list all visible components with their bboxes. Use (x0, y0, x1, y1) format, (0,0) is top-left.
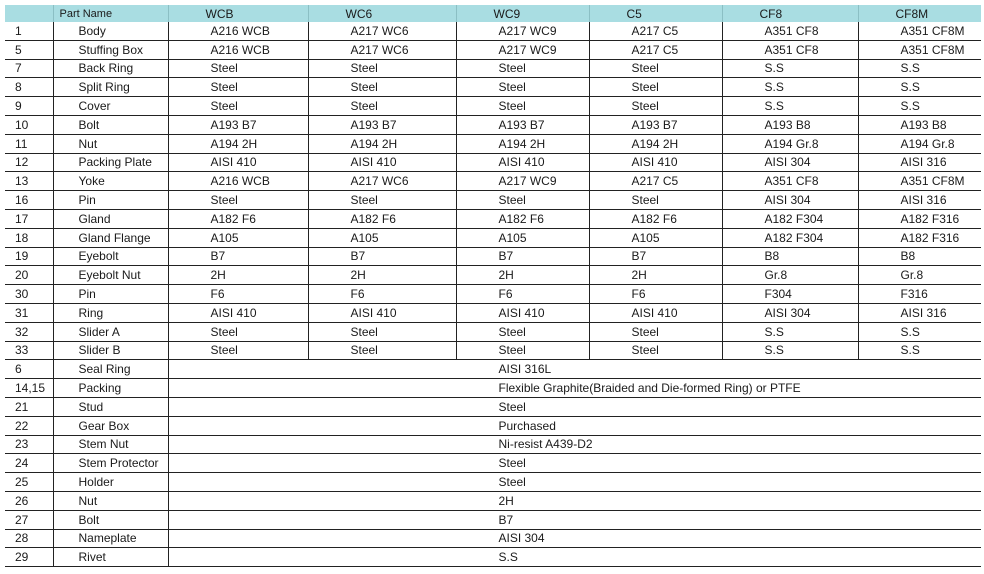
material-cell: S.S (900, 61, 920, 76)
item-number: 11 (5, 134, 53, 153)
part-name: Gland (53, 209, 168, 228)
material-cell: B7 (589, 247, 722, 266)
item-number: 24 (5, 454, 53, 473)
material-cell: S.S (722, 59, 858, 78)
material-cell: Steel (589, 97, 722, 116)
table-row (5, 285, 981, 304)
material-cell: Steel (168, 59, 308, 78)
part-name: Split Ring (53, 78, 168, 97)
material-cell: B7 (168, 247, 308, 266)
material-cell: S.S (900, 99, 920, 114)
material-cell: Steel (456, 322, 589, 341)
materials-table (5, 5, 981, 567)
table-row (5, 322, 981, 341)
material-cell: A217 WC9 (456, 40, 589, 59)
part-name: Packing Plate (53, 153, 168, 172)
part-name: Stud (53, 397, 168, 416)
header-material-wc6: WC6 (308, 5, 456, 22)
material-cell: AISI 304 (722, 191, 858, 210)
material-cell: AISI 410 (456, 303, 589, 322)
material-cell: A193 B8 (722, 115, 858, 134)
part-name: Seal Ring (53, 360, 168, 379)
material-cell: AISI 410 (308, 303, 456, 322)
material-cell: A182 F6 (308, 209, 456, 228)
item-number: 18 (5, 228, 53, 247)
material-cell: Steel (308, 322, 456, 341)
material-cell: Steel (589, 59, 722, 78)
header-material-wc9: WC9 (456, 5, 589, 22)
part-name: Rivet (53, 548, 168, 567)
material-cell: AISI 304 (722, 303, 858, 322)
item-number: 7 (5, 59, 53, 78)
table-row (5, 416, 981, 435)
material-cell: Steel (308, 97, 456, 116)
table-row (5, 191, 981, 210)
item-number: 16 (5, 191, 53, 210)
material-cell: Steel (168, 78, 308, 97)
common-material-cell: Purchased (498, 418, 556, 433)
material-cell: AISI 316 (900, 305, 947, 320)
material-cell: S.S (900, 80, 920, 95)
table-row (5, 397, 981, 416)
material-cell: A217 WC9 (456, 22, 589, 40)
item-number: 28 (5, 529, 53, 548)
material-cell: A193 B7 (456, 115, 589, 134)
item-number: 27 (5, 510, 53, 529)
material-cell: A351 CF8 (722, 172, 858, 191)
common-material-cell: Flexible Graphite(Braided and Die-formed Ring) or PTFE (498, 381, 801, 396)
material-cell: A216 WCB (168, 40, 308, 59)
table-row (5, 59, 981, 78)
material-cell: F6 (589, 285, 722, 304)
part-name: Ring (53, 303, 168, 322)
table-row (5, 341, 981, 360)
material-cell: B8 (900, 249, 916, 264)
material-cell: A182 F304 (722, 209, 858, 228)
table-row (5, 360, 981, 379)
table-row (5, 266, 981, 285)
material-cell: A194 Gr.8 (900, 136, 955, 151)
material-cell: A105 (589, 228, 722, 247)
material-cell: AISI 410 (589, 153, 722, 172)
part-name: Packing (53, 379, 168, 398)
table-row (5, 529, 981, 548)
material-cell: A351 CF8 (722, 40, 858, 59)
part-name: Bolt (53, 115, 168, 134)
material-cell: Steel (308, 78, 456, 97)
table-row (5, 40, 981, 59)
material-cell: F6 (168, 285, 308, 304)
item-number: 20 (5, 266, 53, 285)
material-cell: A194 Gr.8 (722, 134, 858, 153)
material-cell: Steel (168, 322, 308, 341)
material-cell: F316 (900, 287, 928, 302)
material-cell: AISI 410 (308, 153, 456, 172)
part-name: Yoke (53, 172, 168, 191)
item-number: 14,15 (5, 379, 53, 398)
material-cell: Steel (589, 78, 722, 97)
material-cell: AISI 316 (900, 193, 947, 208)
material-cell: Steel (456, 78, 589, 97)
material-cell: AISI 304 (722, 153, 858, 172)
table-row (5, 473, 981, 492)
material-cell: A217 C5 (589, 40, 722, 59)
item-number: 12 (5, 153, 53, 172)
material-cell: A182 F304 (722, 228, 858, 247)
material-cell: B8 (722, 247, 858, 266)
item-number: 31 (5, 303, 53, 322)
part-name: Nut (53, 491, 168, 510)
material-cell: S.S (722, 341, 858, 360)
item-number: 19 (5, 247, 53, 266)
table-row (5, 435, 981, 454)
common-material-cell: 2H (498, 493, 514, 508)
material-cell: 2H (589, 266, 722, 285)
part-name: Cover (53, 97, 168, 116)
material-cell: Steel (456, 341, 589, 360)
table-body (5, 22, 981, 567)
table-row (5, 22, 981, 40)
table-row (5, 379, 981, 398)
material-cell: A105 (308, 228, 456, 247)
part-name: Holder (53, 473, 168, 492)
item-number: 29 (5, 548, 53, 567)
header-no (5, 5, 53, 22)
table-row (5, 172, 981, 191)
material-cell: A193 B7 (589, 115, 722, 134)
part-name: Nameplate (53, 529, 168, 548)
item-number: 26 (5, 491, 53, 510)
table-row (5, 153, 981, 172)
material-cell: S.S (722, 97, 858, 116)
material-cell: Steel (456, 59, 589, 78)
material-cell: Gr.8 (900, 268, 924, 283)
material-cell: 2H (168, 266, 308, 285)
common-material-cell: Ni-resist A439-D2 (498, 437, 593, 452)
material-cell: S.S (722, 322, 858, 341)
material-cell: AISI 410 (168, 303, 308, 322)
part-name: Pin (53, 285, 168, 304)
material-cell: S.S (722, 78, 858, 97)
header-part-name: Part Name (53, 5, 168, 22)
header-material-wcb: WCB (168, 5, 308, 22)
material-cell: A216 WCB (168, 172, 308, 191)
material-cell: A182 F6 (589, 209, 722, 228)
material-cell: A351 CF8M (900, 42, 965, 57)
table-row (5, 247, 981, 266)
part-name: Slider A (53, 322, 168, 341)
material-cell: A217 WC6 (308, 22, 456, 40)
item-number: 8 (5, 78, 53, 97)
table-row (5, 491, 981, 510)
material-cell: A193 B7 (308, 115, 456, 134)
material-cell: Steel (308, 191, 456, 210)
part-name: Back Ring (53, 59, 168, 78)
part-name: Stem Protector (53, 454, 168, 473)
item-number: 33 (5, 341, 53, 360)
item-number: 9 (5, 97, 53, 116)
material-cell: S.S (900, 343, 920, 358)
material-cell: AISI 410 (168, 153, 308, 172)
material-cell: A193 B8 (900, 117, 947, 132)
common-material-cell: Steel (498, 456, 526, 471)
material-cell: Steel (308, 341, 456, 360)
item-number: 21 (5, 397, 53, 416)
material-cell: A193 B7 (168, 115, 308, 134)
part-name: Stuffing Box (53, 40, 168, 59)
material-cell: Steel (456, 191, 589, 210)
material-cell: A217 C5 (589, 22, 722, 40)
item-number: 30 (5, 285, 53, 304)
material-cell: Steel (168, 341, 308, 360)
table-row (5, 228, 981, 247)
item-number: 23 (5, 435, 53, 454)
part-name: Body (53, 22, 168, 40)
table-row (5, 209, 981, 228)
material-cell: A182 F6 (168, 209, 308, 228)
material-cell: A217 WC6 (308, 40, 456, 59)
material-cell: F6 (456, 285, 589, 304)
item-number: 5 (5, 40, 53, 59)
material-cell: F6 (308, 285, 456, 304)
item-number: 22 (5, 416, 53, 435)
table-row (5, 115, 981, 134)
material-cell: AISI 410 (456, 153, 589, 172)
material-cell: A105 (456, 228, 589, 247)
table-row (5, 454, 981, 473)
material-cell: A182 F316 (900, 230, 960, 245)
header-material-cf8m: CF8M (858, 5, 981, 22)
material-cell: A182 F316 (900, 211, 960, 226)
common-material-cell: Steel (498, 475, 526, 490)
item-number: 6 (5, 360, 53, 379)
table-row (5, 134, 981, 153)
header-material-cf8: CF8 (722, 5, 858, 22)
material-cell: A182 F6 (456, 209, 589, 228)
part-name: Bolt (53, 510, 168, 529)
table-row (5, 548, 981, 567)
item-number: 13 (5, 172, 53, 191)
material-cell: Steel (589, 322, 722, 341)
material-cell: F304 (722, 285, 858, 304)
material-cell: Steel (589, 341, 722, 360)
material-cell: Steel (456, 97, 589, 116)
table-row (5, 97, 981, 116)
material-cell: Steel (589, 191, 722, 210)
material-cell: A194 2H (589, 134, 722, 153)
material-cell: B7 (308, 247, 456, 266)
material-cell: A194 2H (456, 134, 589, 153)
common-material-cell: Steel (498, 399, 526, 414)
material-cell: A351 CF8M (900, 174, 965, 189)
item-number: 25 (5, 473, 53, 492)
part-name: Stem Nut (53, 435, 168, 454)
material-cell: A351 CF8 (722, 22, 858, 40)
table-row (5, 303, 981, 322)
material-cell: S.S (900, 324, 920, 339)
item-number: 1 (5, 22, 53, 40)
material-cell: B7 (456, 247, 589, 266)
part-name: Pin (53, 191, 168, 210)
part-name: Gear Box (53, 416, 168, 435)
material-cell: Steel (168, 97, 308, 116)
table-row (5, 510, 981, 529)
material-cell: A194 2H (168, 134, 308, 153)
header-material-c5: C5 (589, 5, 722, 22)
common-material-cell: B7 (498, 512, 514, 527)
material-cell: A217 WC6 (308, 172, 456, 191)
material-cell: A351 CF8M (900, 23, 965, 38)
part-name: Slider B (53, 341, 168, 360)
common-material-cell: AISI 316L (498, 362, 552, 377)
material-cell: Steel (308, 59, 456, 78)
part-name: Nut (53, 134, 168, 153)
material-cell: A194 2H (308, 134, 456, 153)
item-number: 10 (5, 115, 53, 134)
common-material-cell: S.S (498, 550, 518, 565)
part-name: Eyebolt (53, 247, 168, 266)
part-name: Gland Flange (53, 228, 168, 247)
material-cell: AISI 316 (900, 155, 947, 170)
material-cell: Steel (168, 191, 308, 210)
item-number: 32 (5, 322, 53, 341)
material-cell: AISI 410 (589, 303, 722, 322)
part-name: Eyebolt Nut (53, 266, 168, 285)
table-row (5, 78, 981, 97)
material-cell: A217 WC9 (456, 172, 589, 191)
common-material-cell: AISI 304 (498, 531, 545, 546)
material-cell: 2H (308, 266, 456, 285)
material-cell: A216 WCB (168, 22, 308, 40)
item-number: 17 (5, 209, 53, 228)
material-cell: 2H (456, 266, 589, 285)
material-cell: A217 C5 (589, 172, 722, 191)
material-cell: Gr.8 (722, 266, 858, 285)
table-header (5, 5, 981, 22)
material-cell: A105 (168, 228, 308, 247)
